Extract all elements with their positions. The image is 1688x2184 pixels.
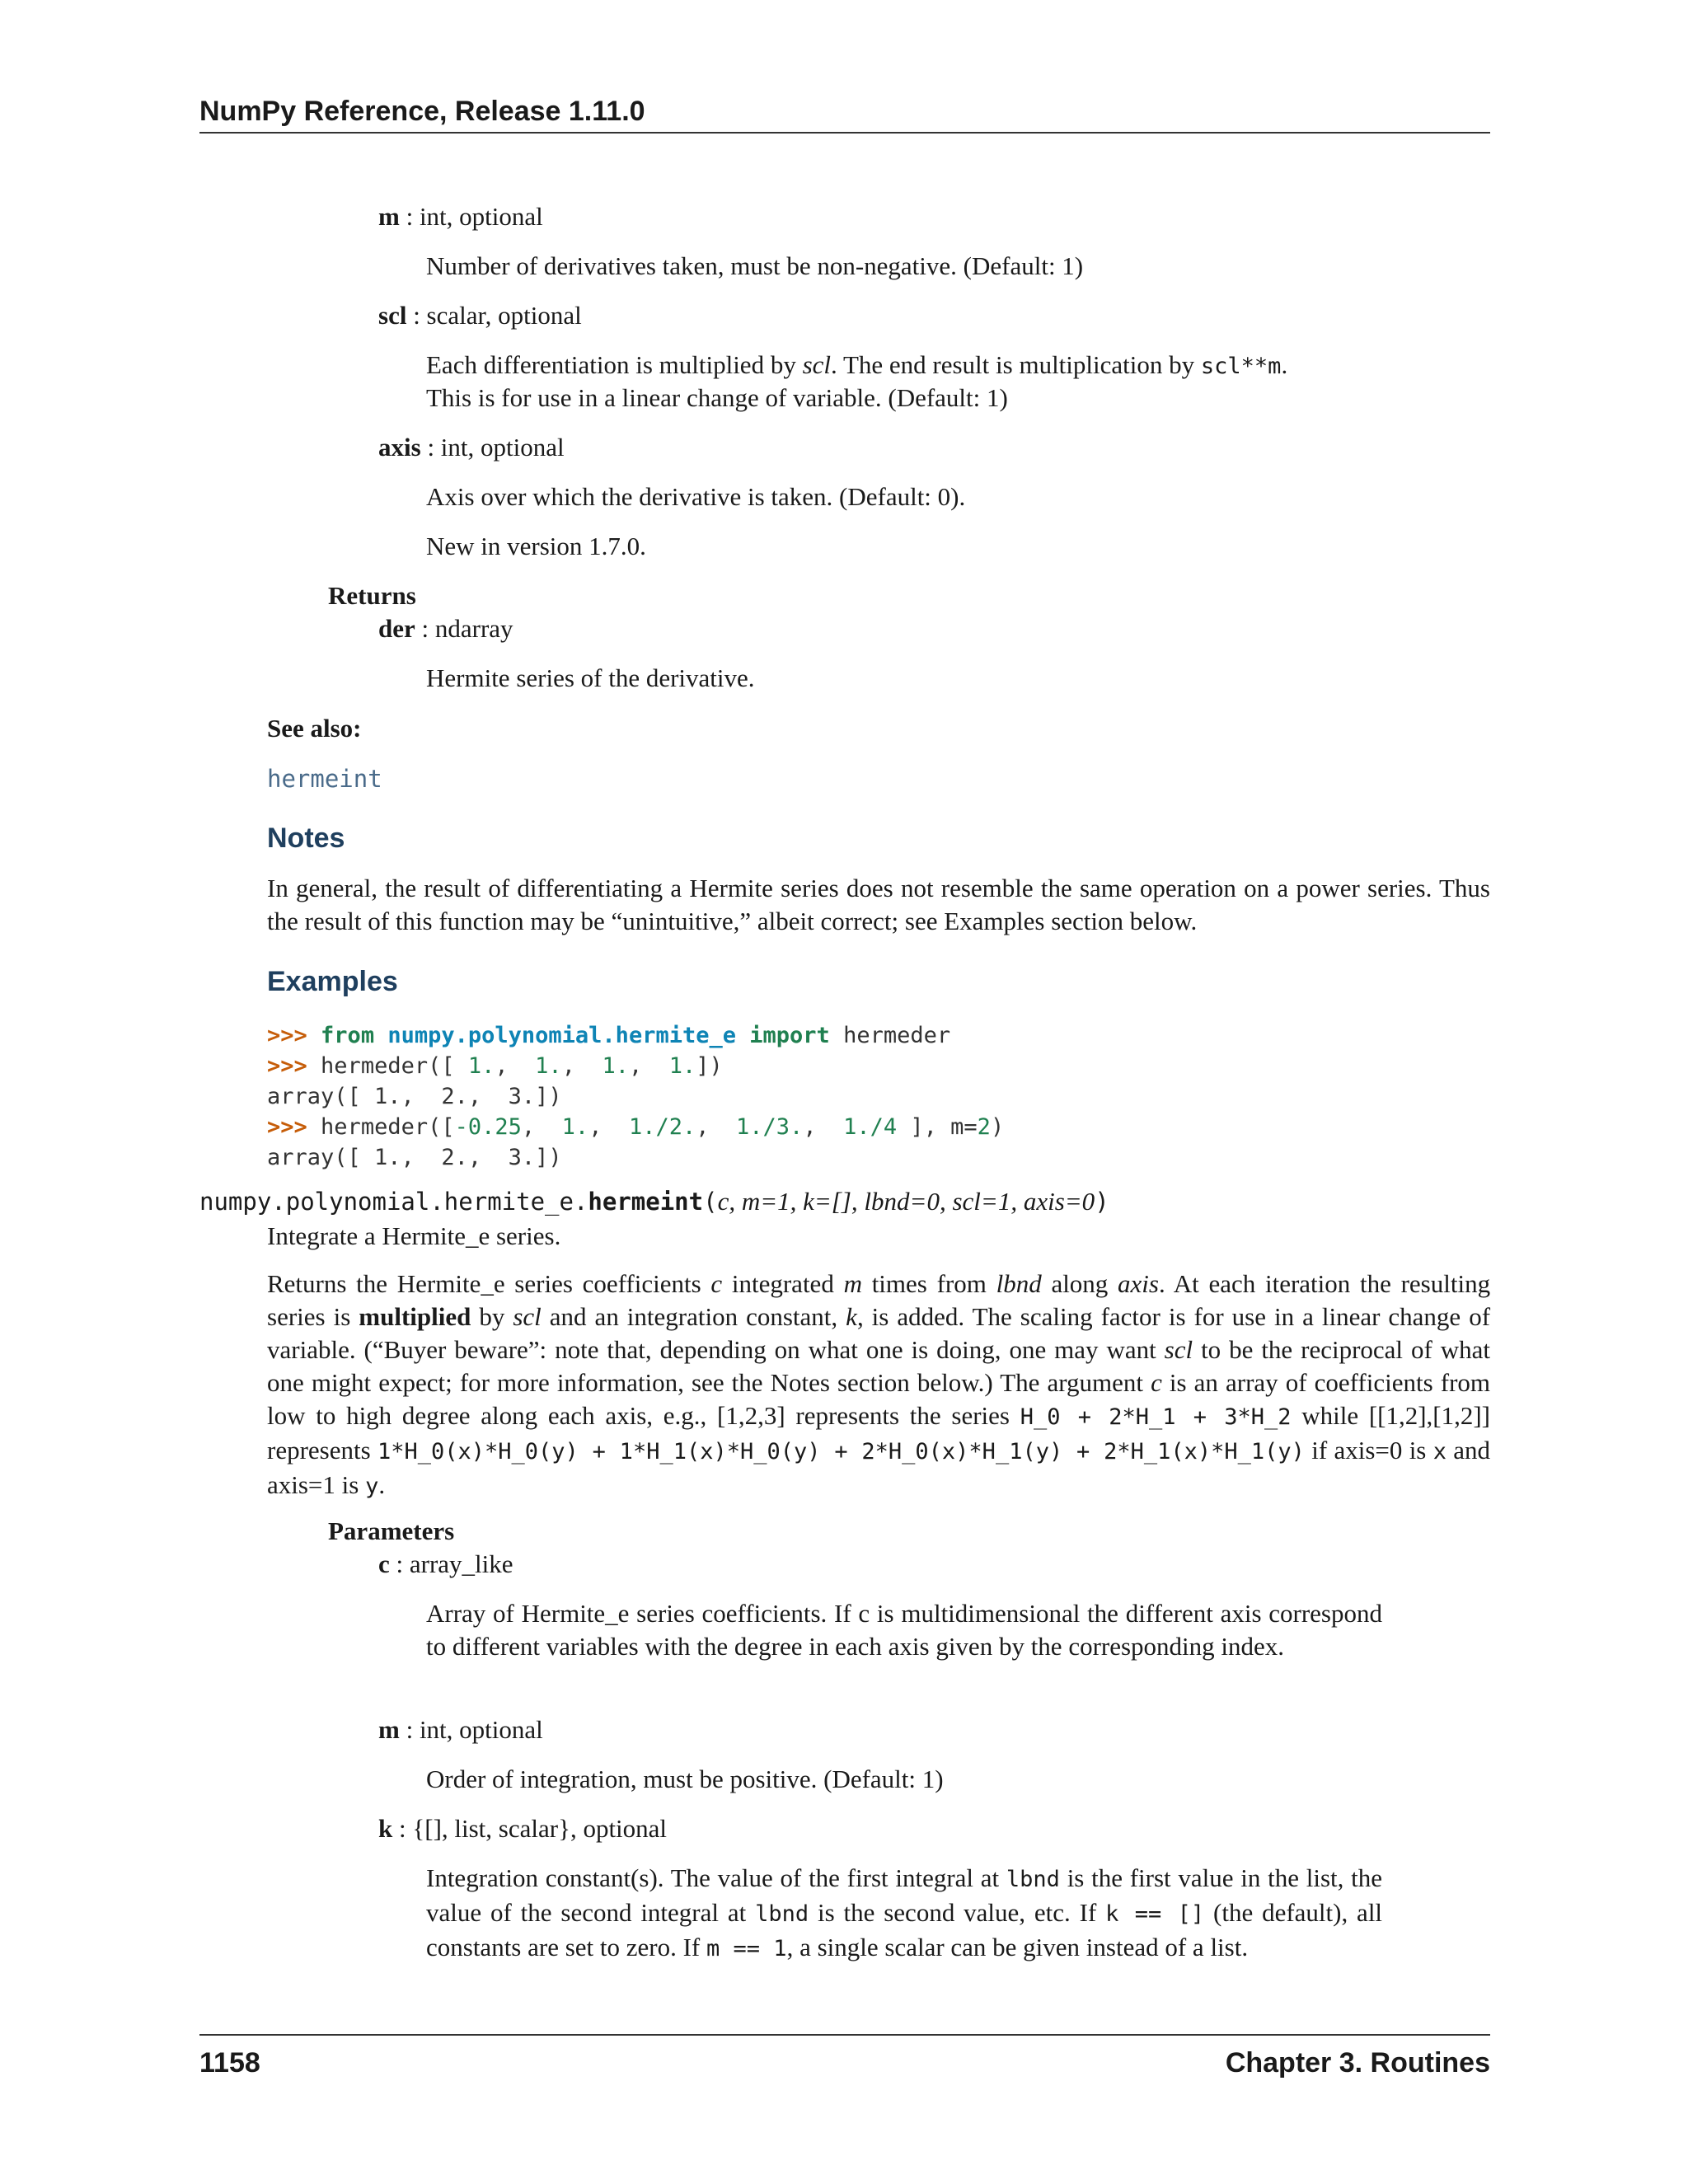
return-der-name: der [378,614,415,643]
param-m-name: m [378,202,400,231]
inline-text: lbnd [996,1269,1042,1298]
inline-text: by [479,1302,505,1331]
param-c-type: : array_like [396,1549,513,1578]
inline-text: multiplied [359,1302,471,1331]
inline-text: while [[1,2],[1,2]] represents [267,1401,1491,1465]
param-axis [378,431,565,464]
param-scl-desc [426,349,1287,383]
param-c-desc: Array of Hermite_e series coefficients. If c is multidimensional the different axis correspond to different variables with the degree in each axis given by the corresponding index. [426,1599,1382,1661]
inline-text: k == [] [1105,1901,1205,1927]
code-number: 1./3. [736,1114,804,1140]
scl-desc-code: scl**m [1200,354,1282,379]
param-m2-name: m [378,1715,400,1744]
inline-text: x [1432,1439,1447,1465]
code-module: numpy.polynomial.hermite_e [387,1023,736,1048]
param-axis-desc: Axis over which the derivative is taken. (Default: 0). [426,482,966,511]
signature-args: c, m=1, k=[], lbnd=0, scl=1, axis=0 [717,1187,1095,1216]
inline-text: lbnd [1006,1867,1060,1892]
examples-heading: Examples [267,966,398,997]
inline-text: scl [513,1302,542,1331]
param-scl-desc-line2: This is for use in a linear change of variable. (Default: 1) [426,383,1008,412]
param-scl [378,299,582,332]
param-k-name: k [378,1814,393,1843]
inline-text: y [365,1474,379,1499]
see-also-link-hermeint[interactable]: hermeint [267,765,382,793]
inline-text: times from [871,1269,987,1298]
code-call-end: ]) [696,1053,723,1079]
param-c-name: c [378,1549,390,1578]
param-m2 [378,1713,543,1746]
param-scl-name: scl [378,301,407,330]
signature-func: hermeint [588,1188,704,1216]
inline-text: Returns the Hermite_e series coefficients [267,1269,701,1298]
code-output: array([ 1., 2., 3.]) [267,1145,562,1170]
page-header [199,92,1490,134]
code-output: array([ 1., 2., 3.]) [267,1084,562,1109]
param-axis-type: : int, optional [427,433,565,462]
return-der-desc: Hermite series of the derivative. [426,663,755,692]
param-m [378,200,543,233]
signature-summary: Integrate a Hermite_e series. [267,1221,561,1250]
inline-text: is an array of coefficients from low to high degree along each axis, e.g., [1,2,3] represents the series [267,1368,1491,1430]
inline-text: c [1151,1368,1162,1397]
code-number: -0.25 [454,1114,522,1140]
code-call-end: ) [990,1114,1005,1140]
code-call: hermeder([ [321,1053,455,1079]
param-k [378,1812,667,1845]
inline-text: and an integration constant, [549,1302,838,1331]
param-scl-type: : scalar, optional [413,301,582,330]
scl-desc-italic: scl [802,350,832,379]
inline-text: is the second value, etc. If [817,1898,1097,1927]
code-name: hermeder [843,1023,951,1048]
inline-text: . At each iteration the resulting series is [267,1269,1491,1331]
code-call-mid: ], m= [897,1114,978,1140]
scl-desc-text2: . The end result is multiplication by [831,350,1195,379]
inline-text: 1*H_0(x)*H_0(y) + 1*H_1(x)*H_0(y) + 2*H_0(x)*H_1(y) + 2*H_1(x)*H_1(y) [377,1439,1305,1465]
inline-text: , a single scalar can be given instead of a list. [786,1933,1249,1961]
function-signature: numpy.polynomial.hermite_e.hermeint(c, m=1, k=[], lbnd=0, scl=1, axis=0) [199,1187,1109,1216]
notes-text: In general, the result of differentiating a Hermite series does not resemble the same operation on a power series. Thus the result of this function may be “unintuitive,” albeit correct; see Examples section below. [267,874,1490,935]
param-m-type: : int, optional [406,202,543,231]
code-keyword: import [749,1023,830,1048]
code-prompt: >>> [267,1053,307,1079]
code-number: 1. [535,1053,562,1079]
code-number: 2 [977,1114,991,1140]
scl-desc-period: . [1281,350,1288,379]
code-prompt: >>> [267,1023,307,1048]
param-m2-desc: Order of integration, must be positive. (Default: 1) [426,1765,944,1793]
inline-text: H_0 + 2*H_1 + 3*H_2 [1020,1404,1292,1430]
code-number: 1. [561,1114,589,1140]
see-also-label: See also: [267,714,362,743]
code-call: hermeder([ [321,1114,455,1140]
return-der-type: : ndarray [421,614,513,643]
param-axis-version: New in version 1.7.0. [426,532,646,560]
code-prompt: >>> [267,1114,307,1140]
inline-text: integrated [731,1269,834,1298]
description-paragraph [267,1268,1490,1503]
code-number: 1. [602,1053,629,1079]
notes-heading: Notes [267,823,345,854]
param-k-desc [426,1862,1382,1966]
returns-label: Returns [328,581,416,610]
code-number: 1. [467,1053,495,1079]
page-footer [199,2034,1490,2079]
inline-text: , is added. The scaling factor is for use in a linear change of variable. (“Buyer beware”: note that, depending on what one is doing, one may want [267,1302,1491,1364]
code-number: 1. [668,1053,696,1079]
inline-text: if axis=0 is [1311,1436,1427,1465]
param-m-desc: Number of derivatives taken, must be non-negative. (Default: 1) [426,251,1084,280]
inline-text: and axis=1 is [267,1436,1491,1499]
code-keyword: from [321,1023,375,1048]
inline-text: . [378,1470,386,1499]
inline-text: Integration constant(s). The value of the first integral at [426,1863,1000,1892]
return-der [378,612,513,645]
inline-text: axis [1118,1269,1159,1298]
param-m2-type: : int, optional [406,1715,543,1744]
chapter-label: Chapter 3. Routines [1225,2047,1490,2079]
inline-text: m [843,1269,862,1298]
code-number: 1./4 [843,1114,898,1140]
parameters-label: Parameters [328,1516,455,1545]
scl-desc-text: Each differentiation is multiplied by [426,350,796,379]
inline-text: is the first value in the list, the value of the second integral at [426,1863,1382,1927]
inline-text: m == 1 [706,1936,787,1961]
param-k-type: : {[], list, scalar}, optional [399,1814,668,1843]
param-c [378,1548,513,1581]
signature-module: numpy.polynomial.hermite_e. [199,1188,588,1216]
inline-text: along [1051,1269,1109,1298]
inline-text: to be the reciprocal of what one might expect; for more information, see the Notes section below.) The argument [267,1335,1491,1397]
examples-code-block: >>> from numpy.polynomial.hermite_e import hermeder >>> hermeder([ 1., 1., 1., 1.]) array([ 1., 2., 3.]) >>> hermeder([-0.25, 1., 1./2., 1./3., 1./4 ], m=2) array([ 1., 2., 3.]) [267,1023,1005,1170]
param-axis-name: axis [378,433,421,462]
header-title: NumPy Reference, Release 1.11.0 [199,96,645,127]
inline-text: c [710,1269,723,1298]
inline-text: lbnd [755,1901,809,1927]
page-number: 1158 [199,2047,260,2079]
inline-text: (the default), all constants are set to zero. If [426,1898,1383,1961]
inline-text: k [846,1302,857,1331]
code-number: 1./2. [628,1114,696,1140]
inline-text: scl [1164,1335,1193,1364]
